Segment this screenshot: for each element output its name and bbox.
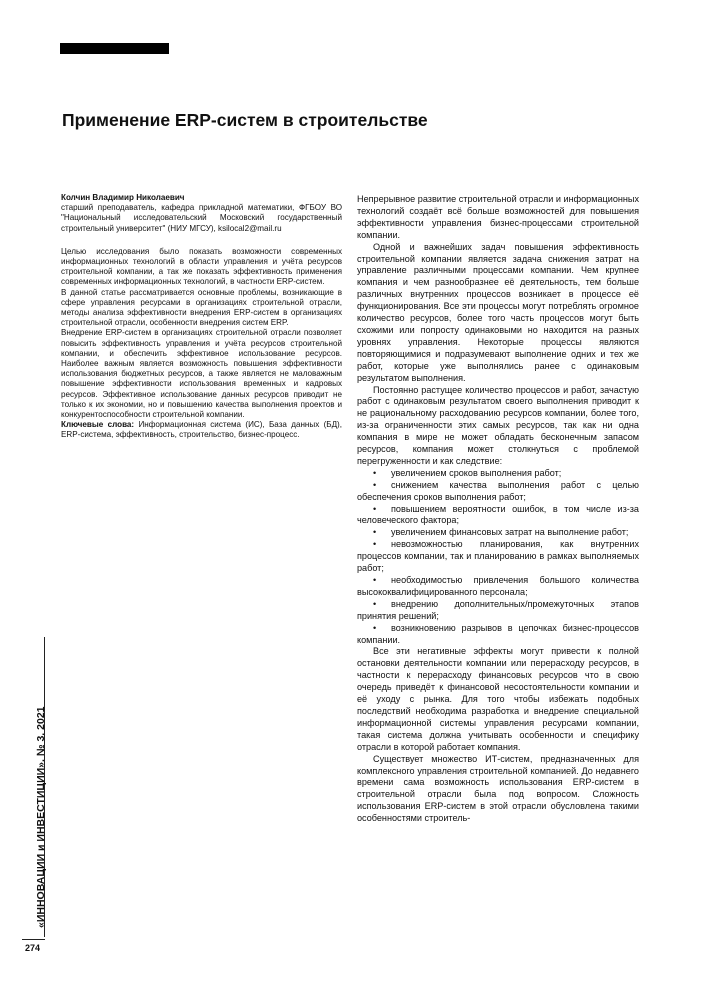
bullet-icon: •	[373, 467, 377, 478]
page-number-rule	[22, 939, 45, 940]
bullet-icon: •	[373, 539, 377, 550]
spacer	[61, 234, 342, 247]
article-title: Применение ERP-систем в строительстве	[62, 110, 428, 130]
body-paragraph-4: Все эти негативные эффекты могут привести к полной остановки деятельности компании или перерасходу ресурсов, в частности к перерасходу финансовых ресурсов что в свою очередь приведёт к финансовой несостоятельности компании и её уходу с рынка. Для того чтобы избежать подобных последствий необходима разработка и внедрение специальной информационной системы управления ресурсами компании, такая система должна учитывать особенности и специфику отрасли в которой работает компания.	[357, 646, 639, 752]
body-column	[357, 194, 639, 825]
author-affiliation: старший преподаватель, кафедра прикладной математики, ФГБОУ ВО "Национальный исследовательский Московский государственный строительный университет" (НИУ МГСУ), ksilocal2@mail.ru	[61, 203, 342, 233]
bullet-icon: •	[373, 527, 377, 538]
abstract-paragraph-3: Внедрение ERP-систем в организациях строительной отрасли позволяет повысить эффективность управления и учёта ресурсов строительной компании, и обеспечить эффективное использование ресурсов. Наиболее важным является возможность повышения эффективности использования бюджетных ресурсов, а также является не маловажным повышение эффективности использования временных и кадровых ресурсов. Эффективное использование данных ресурсов приводит не только к их экономии, но и повышению качества выполнения проектов и конкурентоспособности строительной компании.	[61, 328, 342, 420]
bullet-icon: •	[373, 479, 377, 490]
body-paragraph-2: Одной и важнейших задач повышения эффективность строительной компании является задача снижения затрат на управление различными процессами компании. Чем крупнее компания и чем разнообразнее её деятельность, тем больше различных внутренних процессов возникает в процессе её функционирования. Все эти процессы могут потреблять огромное количество ресурсов, более того часть процессов могут быть схожими или попросту одинаковыми но находится на разных уровнях управления. Некоторые процессы являются повторяющимися и подразумевают выполнение одних и тех же работ, которые уже выполнялись ранее с одинаковым результатом выполнения.	[357, 241, 639, 383]
abstract-paragraph-1: Целью исследования было показать возможности современных информационных технологий в области управления и учёта ресурсов строительной компании, а так же показать эффективность применения современных информационных технологий, в частности ERP-систем.	[61, 246, 342, 287]
keywords	[61, 420, 342, 440]
list-item: • возникновению разрывов в цепочках бизнес-процессов компании.	[357, 622, 639, 645]
keywords-label: Ключевые слова:	[61, 420, 135, 430]
body-paragraph-5: Существует множество ИТ-систем, предназначенных для комплексного управления строительной компанией. До недавнего времени сама возможность использования ERP-систем в строительной отрасли была под вопросом. Сложность использования ERP-систем в этой отрасли обусловлена такими особенностями строитель-	[357, 753, 639, 824]
author-name: Колчин Владимир Николаевич	[61, 193, 185, 202]
abstract-paragraph-2: В данной статье рассматривается основные проблемы, возникающие в сфере управления ресурсами в организациях строительной отрасли, методы анализа эффективности внедрения ERP-систем в организациях строительной отрасли, особенности внедрения систем ERP.	[61, 287, 342, 328]
journal-running-title: «ИННОВАЦИИ и ИНВЕСТИЦИИ». № 3. 2021	[35, 706, 47, 928]
bullet-icon: •	[373, 575, 377, 585]
page-number: 274	[25, 943, 41, 953]
bullet-icon: •	[373, 622, 377, 633]
header-decor-bar	[60, 43, 169, 54]
body-paragraph-1: Непрерывное развитие строительной отрасли и информационных технологий создаёт всё больше возможностей для повышения эффективности управления бизнес-процессами строительной компании.	[357, 194, 639, 240]
list-item: • внедрению дополнительных/промежуточных этапов принятия решений;	[357, 598, 639, 621]
keywords-text: Информационная система (ИС), База данных (БД), ERP-система, эффективность, строительство, бизнес-процесс.	[61, 420, 342, 440]
bullet-icon: •	[373, 503, 377, 514]
list-item: • увеличением финансовых затрат на выполнение работ;	[373, 527, 629, 538]
body-paragraph-3: Постоянно растущее количество процессов и работ, зачастую работ с одинаковым результатом своего выполнения приводит к не рациональному расходованию ресурсов компании, более того, из-за ограниченности этих самых ресурсов, так как ни одна компания в мире не может обладать бесконечным запасом ресурсов, компания может столкнуться с проблемой перегруженности и как следствие:	[357, 384, 639, 466]
list-item: • снижением качества выполнения работ с целью обеспечения сроков выполнения работ;	[357, 479, 639, 502]
list-item: • невозможностью планирования, как внутренних процессов компании, так и планированию в рамках выполняемых работ;	[357, 539, 639, 574]
consequences-list	[357, 468, 639, 647]
bullet-icon: •	[373, 598, 377, 609]
list-item: • повышением вероятности ошибок, в том числе из-за человеческого фактора;	[357, 503, 639, 526]
abstract-column	[61, 193, 342, 441]
list-item: • необходимостью привлечения большого количества высококвалифицированного персонала;	[357, 575, 639, 597]
list-item: • увеличением сроков выполнения работ;	[373, 467, 562, 478]
